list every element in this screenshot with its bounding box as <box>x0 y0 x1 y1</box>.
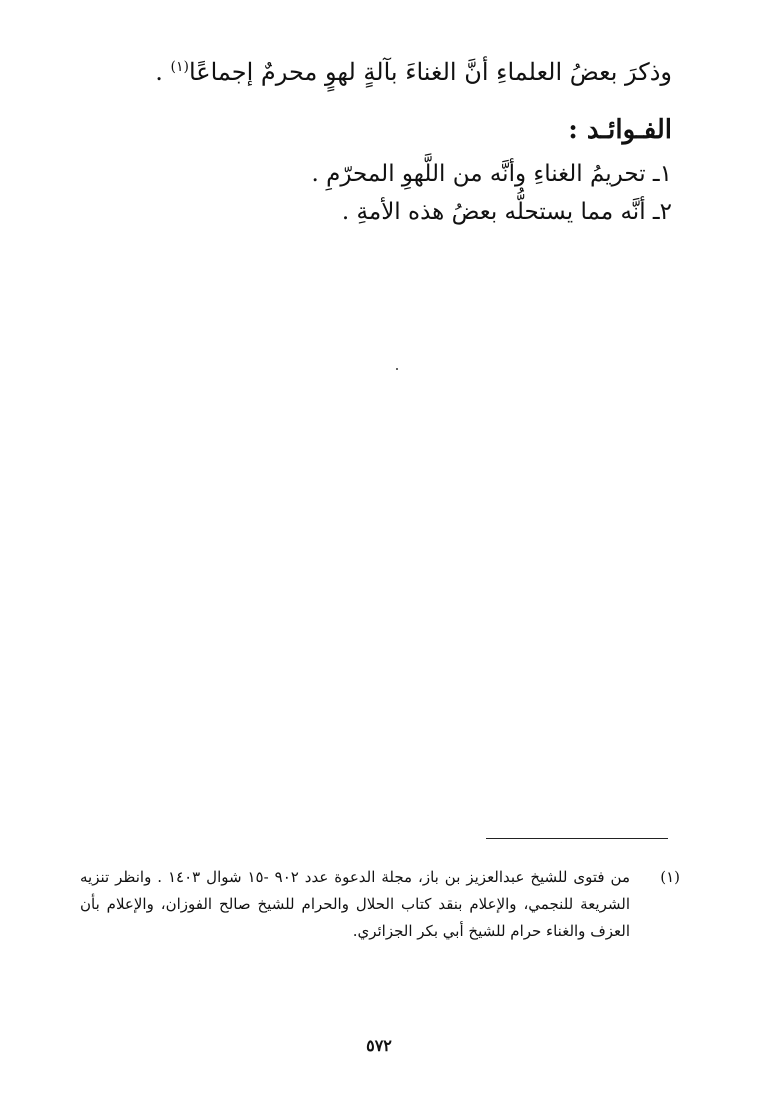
page-number: ٥٧٢ <box>366 1036 392 1055</box>
print-speck <box>396 368 398 370</box>
section-heading: الفـوائـد : <box>568 115 672 145</box>
body-paragraph-text: وذكرَ بعضُ العلماءِ أنَّ الغناءَ بآلةٍ لهوٍ محرمٌ إجماعًا <box>188 58 672 86</box>
footnote-reference[interactable]: (١) <box>170 59 189 75</box>
benefit-item: ١ـ تحريمُ الغناءِ وأنَّه من اللَّهوِ المحرّمِ . <box>311 161 672 187</box>
body-paragraph <box>155 52 672 92</box>
benefit-item: ٢ـ أنَّه مما يستحلُّه بعضُ هذه الأمةِ . <box>341 199 672 225</box>
footnote-divider <box>486 838 668 839</box>
body-paragraph-end: . <box>155 58 171 86</box>
benefits-list <box>311 155 672 231</box>
footnote-number: (١) <box>660 868 680 886</box>
footnote-text: من فتوى للشيخ عبدالعزيز بن باز، مجلة الدعوة عدد ٩٠٢ -١٥ شوال ١٤٠٣ . وانظر تنزيه الشريعة للنجمي، والإعلام بنقد كتاب الحلال والحرام للشيخ صالح الفوزان، والإعلام بأن العزف والغناء حرام للشيخ أبي بكر الجزائري. <box>80 868 631 940</box>
footnote <box>80 864 680 945</box>
